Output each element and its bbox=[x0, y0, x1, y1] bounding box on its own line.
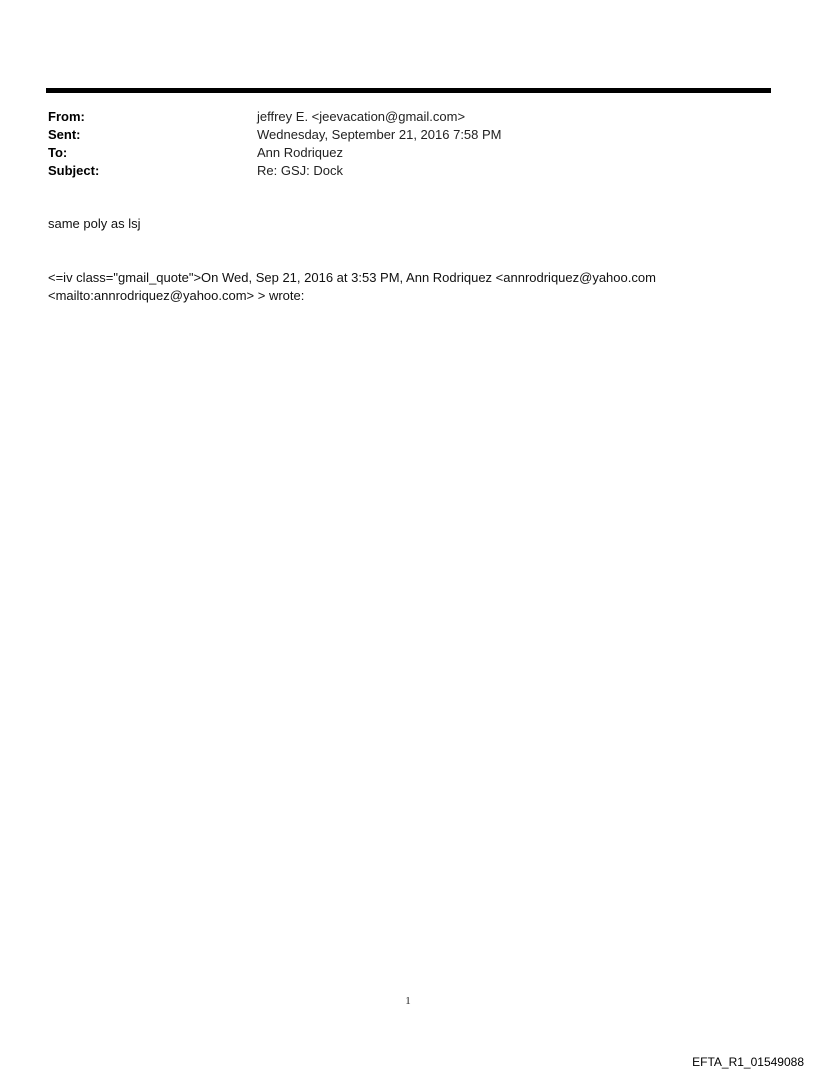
sent-value: Wednesday, September 21, 2016 7:58 PM bbox=[257, 127, 502, 142]
subject-value: Re: GSJ: Dock bbox=[257, 163, 343, 178]
to-label: To: bbox=[48, 145, 68, 160]
page-number: 1 bbox=[405, 995, 411, 1007]
quoted-reply bbox=[48, 269, 748, 305]
sent-row bbox=[48, 126, 748, 144]
quote-line-2: <mailto:annrodriquez@yahoo.com> > wrote: bbox=[48, 288, 305, 303]
to-value: Ann Rodriquez bbox=[257, 145, 343, 160]
from-row bbox=[48, 108, 748, 126]
from-label: From: bbox=[48, 109, 85, 124]
message-body: same poly as lsj bbox=[48, 216, 141, 231]
sent-label: Sent: bbox=[48, 127, 81, 142]
header-divider-rule bbox=[46, 88, 771, 93]
to-row bbox=[48, 144, 748, 162]
from-value: jeffrey E. <jeevacation@gmail.com> bbox=[257, 109, 466, 124]
subject-row bbox=[48, 162, 748, 180]
email-header bbox=[48, 108, 748, 180]
bates-number: EFTA_R1_01549088 bbox=[692, 1055, 804, 1069]
quote-line-1: <=iv class="gmail_quote">On Wed, Sep 21, 2016 at 3:53 PM, Ann Rodriquez <annrodriquez@yahoo.com bbox=[48, 270, 656, 285]
subject-label: Subject: bbox=[48, 163, 100, 178]
